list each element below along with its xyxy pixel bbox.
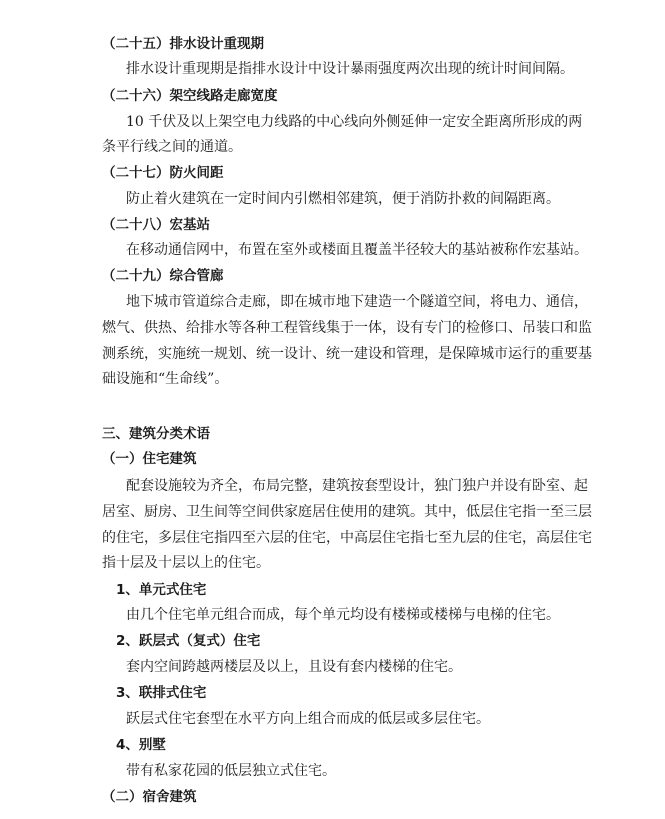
heading-unit-house: 1、单元式住宅 <box>116 582 207 598</box>
heading-26: （二十六）架空线路走廊宽度 <box>102 88 278 104</box>
heading-duplex-house: 2、跃层式（复式）住宅 <box>116 633 261 649</box>
heading-27: （二十七）防火间距 <box>102 165 224 181</box>
heading-villa: 4、别墅 <box>116 737 166 753</box>
paragraph-line: 跃层式住宅套型在水平方向上组合而成的低层或多层住宅。 <box>126 711 490 727</box>
paragraph-line: 套内空间跨越两楼层及以上，且设有套内楼梯的住宅。 <box>126 659 462 675</box>
heading-28: （二十八）宏基站 <box>102 217 210 233</box>
paragraph-line: 配套设施较为齐全，布局完整，建筑按套型设计，独门独户并设有卧室、起 <box>126 478 588 494</box>
paragraph-line: 带有私家花园的低层独立式住宅。 <box>126 763 336 779</box>
paragraph-line: 测系统，实施统一规划、统一设计、统一建设和管理，是保障城市运行的重要基 <box>102 346 592 362</box>
section-heading-3: 三、建筑分类术语 <box>102 426 210 442</box>
heading-25: （二十五）排水设计重现期 <box>102 36 264 52</box>
heading-29: （二十九）综合管廊 <box>102 268 224 284</box>
paragraph-line: 10 千伏及以上架空电力线路的中心线向外侧延伸一定安全距离所形成的两 <box>126 114 583 130</box>
paragraph-line: 居室、厨房、卫生间等空间供家庭居住使用的建筑。其中，低层住宅指一至三层 <box>102 504 592 520</box>
paragraph-line: 条平行线之间的通道。 <box>102 139 242 155</box>
paragraph-line: 排水设计重现期是指排水设计中设计暴雨强度两次出现的统计时间间隔。 <box>126 61 574 77</box>
paragraph-line: 的住宅，多层住宅指四至六层的住宅，中高层住宅指七至九层的住宅，高层住宅 <box>102 530 592 546</box>
paragraph-line: 燃气、供热、给排水等各种工程管线集于一体，设有专门的检修口、吊装口和监 <box>102 320 592 336</box>
paragraph-line: 防止着火建筑在一定时间内引燃相邻建筑，便于消防扑救的间隔距离。 <box>126 191 560 207</box>
heading-dormitory: （二）宿舍建筑 <box>102 789 197 805</box>
paragraph-line: 由几个住宅单元组合而成，每个单元均设有楼梯或楼梯与电梯的住宅。 <box>126 607 560 623</box>
heading-residential: （一）住宅建筑 <box>102 451 197 467</box>
paragraph-line: 指十层及十层以上的住宅。 <box>102 555 270 571</box>
heading-townhouse: 3、联排式住宅 <box>116 685 207 701</box>
paragraph-line: 地下城市管道综合走廊，即在城市地下建造一个隧道空间，将电力、通信， <box>126 294 588 310</box>
paragraph-line: 础设施和“生命线”。 <box>102 371 229 387</box>
paragraph-line: 在移动通信网中，布置在室外或楼面且覆盖半径较大的基站被称作宏基站。 <box>126 242 588 258</box>
